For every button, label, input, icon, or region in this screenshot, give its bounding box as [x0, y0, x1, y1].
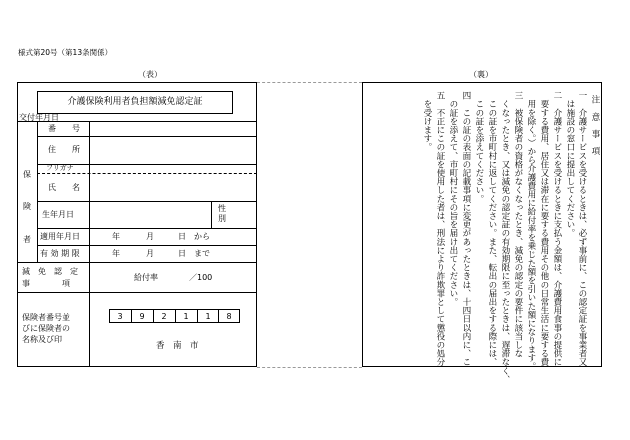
- insured-group-char-2: 険: [23, 202, 31, 211]
- notes-line: この証を市町村に返してください。また、転出の届出をする際には、: [486, 91, 497, 367]
- reduction-label-2: 事 項: [22, 279, 70, 288]
- notes-line: 四 この証の表面の記載事項に変更があったときは、十四日以内に、こ: [460, 91, 471, 367]
- valid-month: 月: [146, 249, 154, 258]
- notes-line: 要する費用、居住又は滞在に要する費用その他の日常生活に要する費: [538, 91, 549, 367]
- form-id: 様式第20号（第13条関係）: [18, 48, 113, 57]
- insurer-digit: 2: [161, 312, 167, 321]
- front-side-label: （表）: [138, 70, 162, 79]
- reduction-label-1: 減 免 認 定: [22, 267, 78, 276]
- insured-group-char-3: 者: [23, 235, 31, 244]
- back-side-label: （裏）: [469, 70, 493, 79]
- notes-line: は施設の窓口に提出してください。: [564, 91, 575, 238]
- apply-year: 年: [112, 232, 120, 241]
- valid-until: まで: [194, 249, 210, 258]
- insurer-name: 香 南 市: [156, 341, 199, 351]
- notes-line: 二 介護サービスを受けるときに支払う金額は、介護費用食事の提供に: [551, 91, 562, 367]
- notes-line: 五 不正にこの証を使用した者は、刑法により詐欺罪として懲役の処分: [434, 91, 445, 367]
- apply-month: 月: [146, 232, 154, 241]
- apply-day: 日: [178, 232, 186, 241]
- valid-label: 有 効 期 限: [40, 249, 80, 258]
- insured-group-char-1: 保: [23, 170, 31, 179]
- notes-line: 用を除く。）から介護費用に給付率を乗じた額を引いた額になります。: [525, 91, 536, 371]
- fold-line-bottom: [257, 367, 362, 368]
- insurer-digit: 1: [183, 312, 189, 321]
- notes-line: 一 介護サービスを受けるときは、必ず事前に、この認定証を事業者又: [576, 91, 587, 367]
- notes-heading: 注 意 事 項: [589, 95, 600, 156]
- insurer-digit: 8: [226, 312, 232, 321]
- insurer-number-box: [109, 309, 240, 323]
- notes-line: この証を添えてください。: [473, 91, 484, 203]
- insurer-digit: 3: [117, 312, 123, 321]
- name-label: 氏 名: [48, 183, 80, 192]
- back-card: [362, 82, 602, 384]
- notes-line: 三 被保険者の資格がなくなったとき、減免の認定の要件に該当しな: [512, 91, 523, 358]
- card-title: 介護保険利用者負担額減免認定証: [67, 97, 203, 107]
- valid-day: 日: [178, 249, 186, 258]
- pay-rate-label: 給付率: [134, 273, 158, 282]
- insurer-digit: 1: [205, 312, 211, 321]
- issue-date-label: 交付年月日: [19, 113, 59, 122]
- valid-year: 年: [112, 249, 120, 258]
- birth-label: 生年月日: [42, 210, 74, 219]
- notes-line: を受けます。: [421, 91, 432, 152]
- apply-date-label: 適用年月日: [40, 232, 80, 241]
- sex-label-2: 別: [218, 214, 226, 223]
- pay-rate-value: ／100: [189, 273, 213, 282]
- apply-from: から: [194, 232, 210, 241]
- address-label: 住 所: [48, 145, 80, 154]
- insurer-label-2: びに保険者の: [22, 324, 70, 333]
- insurer-label-3: 名称及び印: [22, 335, 62, 344]
- fold-line-top: [257, 82, 362, 83]
- furigana-label: フリガナ: [46, 164, 74, 172]
- insurer-label-1: 保険者番号並: [22, 313, 70, 322]
- notes-line: の証を添えて、市町村にその旨を届け出てください。: [447, 91, 458, 306]
- sex-label-1: 性: [218, 204, 226, 213]
- notes-line: くなったとき、又は減免の認定証の有効期限に至ったときは、遅滞なく、: [499, 91, 510, 384]
- insurer-digit: 9: [139, 312, 145, 321]
- number-label: 番 号: [48, 124, 80, 133]
